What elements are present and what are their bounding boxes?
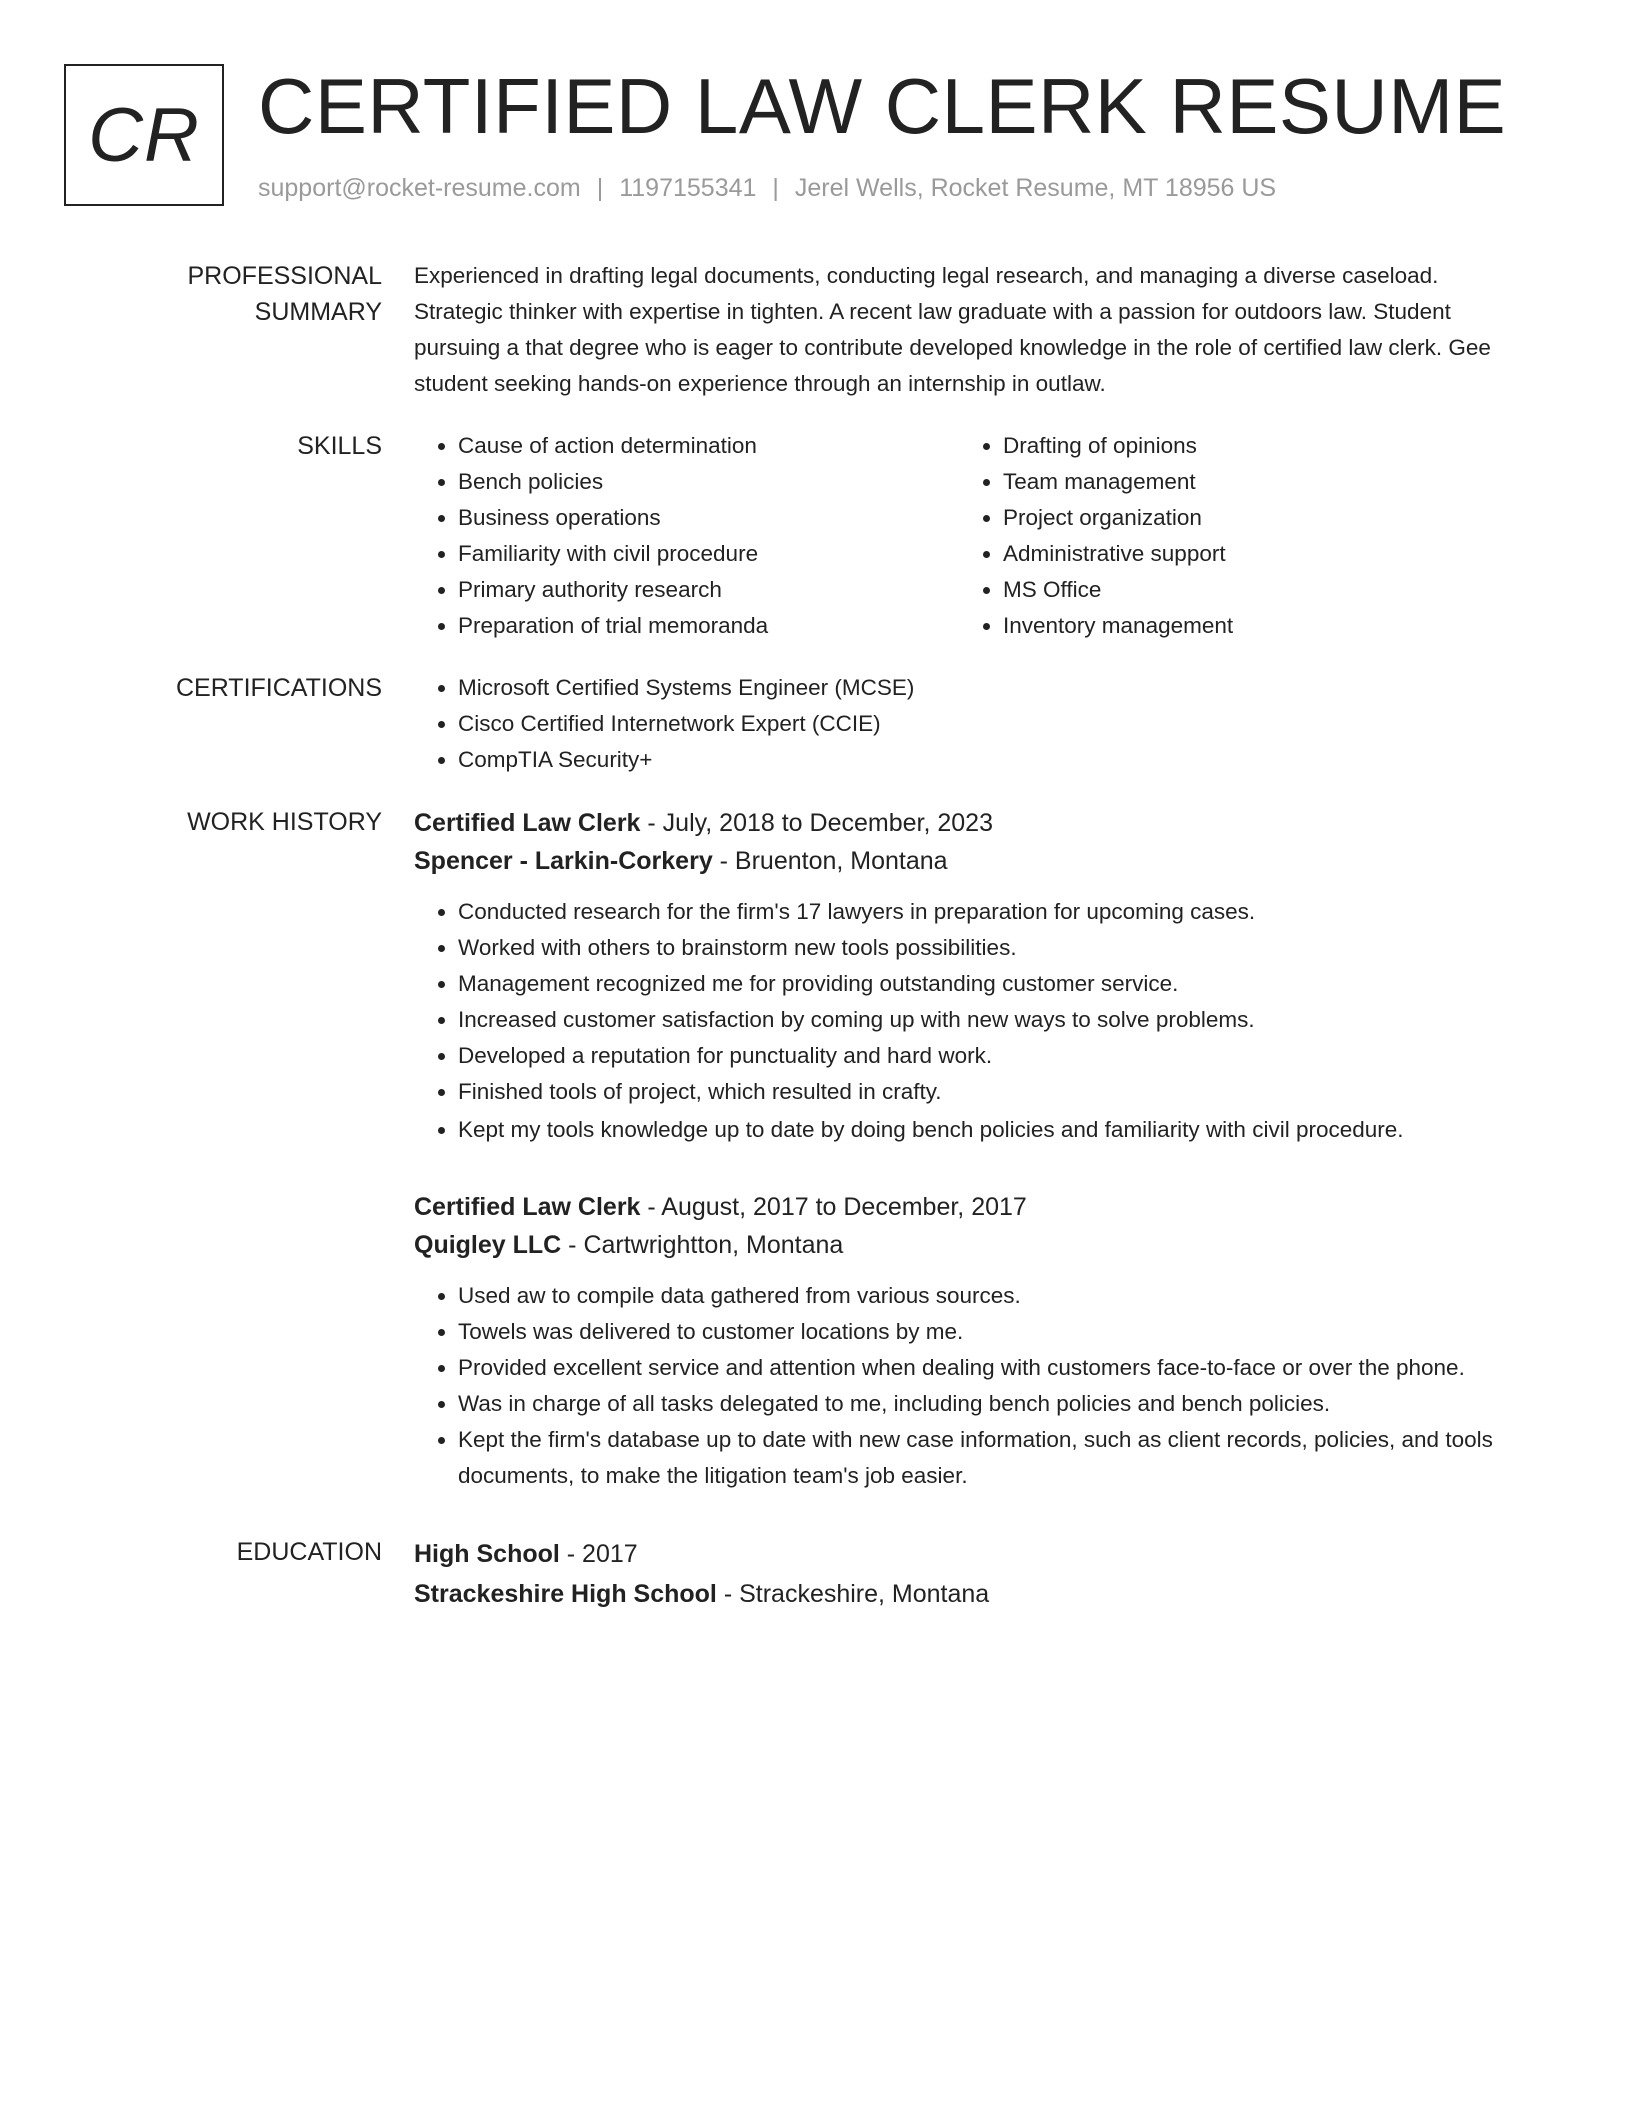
job-title: Certified Law Clerk (414, 809, 641, 837)
job-company: Spencer - Larkin-Corkery (414, 847, 713, 875)
job-bullet: • Developed a reputation for punctuality and hard work. (458, 1038, 1504, 1074)
section-label: EDUCATION (236, 1538, 382, 1566)
work-history-section (64, 804, 1564, 1508)
job-bullet: • Management recognized me for providing outstanding customer service. (458, 966, 1504, 1002)
job-dates: - July, 2018 to December, 2023 (640, 809, 993, 837)
certification-item: • CompTIA Security+ (458, 742, 1504, 778)
contact-address: Jerel Wells, Rocket Resume, MT 18956 US (794, 174, 1277, 202)
job-bullet: • Finished tools of project, which resulted in crafty. (458, 1074, 1504, 1110)
contact-separator: | (596, 174, 604, 202)
summary-text: Experienced in drafting legal documents, conducting legal research, and managing a diverse caseload. Strategic thinker with expertise in tighten. A recent law graduate with a passion for outdoors law. Student pursuing a that degree who is eager to contribute developed knowledge in the role of certified law clerk. Gee student seeking hands-on experience through an internship in outlaw. (414, 263, 1491, 396)
job-bullet: • Increased customer satisfaction by coming up with new ways to solve problems. (458, 1002, 1504, 1038)
skill-item: • Cause of action determination (458, 428, 959, 464)
section-label: PROFESSIONAL SUMMARY (187, 262, 382, 326)
skill-item: • Team management (1003, 464, 1504, 500)
job-bullet: • Provided excellent service and attention when dealing with customers face-to-face or over the phone. (458, 1350, 1504, 1386)
summary-section (64, 258, 1564, 402)
job-bullet: • Conducted research for the firm's 17 lawyers in preparation for upcoming cases. (458, 894, 1504, 930)
section-label: SKILLS (297, 432, 382, 460)
job-title-line (414, 1188, 1504, 1226)
education-degree: High School (414, 1540, 560, 1568)
skills-section (64, 428, 1564, 644)
job-bullet: • Towels was delivered to customer locations by me. (458, 1314, 1504, 1350)
job-bullet: • Kept the firm's database up to date with new case information, such as client records, policies, and tools documents, to make the litigation team's job easier. (458, 1422, 1504, 1494)
job-dates: - August, 2017 to December, 2017 (640, 1193, 1027, 1221)
education-section (64, 1534, 1564, 1614)
skill-item: • Business operations (458, 500, 959, 536)
skill-item: • Administrative support (1003, 536, 1504, 572)
education-school: Strackeshire High School (414, 1580, 717, 1608)
job-company-line (414, 1226, 1504, 1264)
education-location: - Strackeshire, Montana (716, 1580, 990, 1608)
job-title: Certified Law Clerk (414, 1193, 641, 1221)
skill-item: • MS Office (1003, 572, 1504, 608)
skill-item: • Drafting of opinions (1003, 428, 1504, 464)
job-company: Quigley LLC (414, 1231, 562, 1259)
skill-item: • Bench policies (458, 464, 959, 500)
skill-item: • Inventory management (1003, 608, 1504, 644)
job-bullet: • Kept my tools knowledge up to date by doing bench policies and familiarity with civil procedure. (458, 1112, 1504, 1148)
job-bullets (414, 1278, 1504, 1494)
education-degree-line (414, 1534, 1504, 1574)
page-title: CERTIFIED LAW CLERK RESUME (258, 62, 1507, 150)
skills-list-left (414, 428, 959, 644)
skills-list-right (959, 428, 1504, 644)
skill-item: • Familiarity with civil procedure (458, 536, 959, 572)
certification-item: • Cisco Certified Internetwork Expert (CCIE) (458, 706, 1504, 742)
job-entry (414, 804, 1504, 1148)
job-location: - Cartwrightton, Montana (561, 1231, 844, 1259)
contact-separator: | (772, 174, 779, 202)
certifications-list (414, 670, 1504, 778)
job-title-line (414, 804, 1504, 842)
skill-item: • Preparation of trial memoranda (458, 608, 959, 644)
skill-item: • Project organization (1003, 500, 1504, 536)
job-bullet: • Was in charge of all tasks delegated to me, including bench policies and bench policies. (458, 1386, 1504, 1422)
contact-phone: 1197155341 (619, 174, 757, 202)
job-location: - Bruenton, Montana (712, 847, 948, 875)
certifications-section (64, 670, 1564, 778)
job-bullets (414, 894, 1504, 1148)
education-year: - 2017 (559, 1540, 638, 1568)
certification-item: • Microsoft Certified Systems Engineer (MCSE) (458, 670, 1504, 706)
contact-email: support@rocket-resume.com (258, 174, 581, 202)
contact-line (258, 174, 1276, 203)
job-entry (414, 1188, 1504, 1494)
resume-content (64, 258, 1564, 1640)
job-company-line (414, 842, 1504, 880)
resume-header (64, 64, 1564, 214)
monogram-logo: CR (64, 64, 224, 206)
section-label: CERTIFICATIONS (175, 674, 382, 702)
education-school-line (414, 1574, 1504, 1614)
section-label: WORK HISTORY (187, 808, 382, 836)
job-bullet: • Used aw to compile data gathered from various sources. (458, 1278, 1504, 1314)
job-bullet: • Worked with others to brainstorm new tools possibilities. (458, 930, 1504, 966)
skill-item: • Primary authority research (458, 572, 959, 608)
